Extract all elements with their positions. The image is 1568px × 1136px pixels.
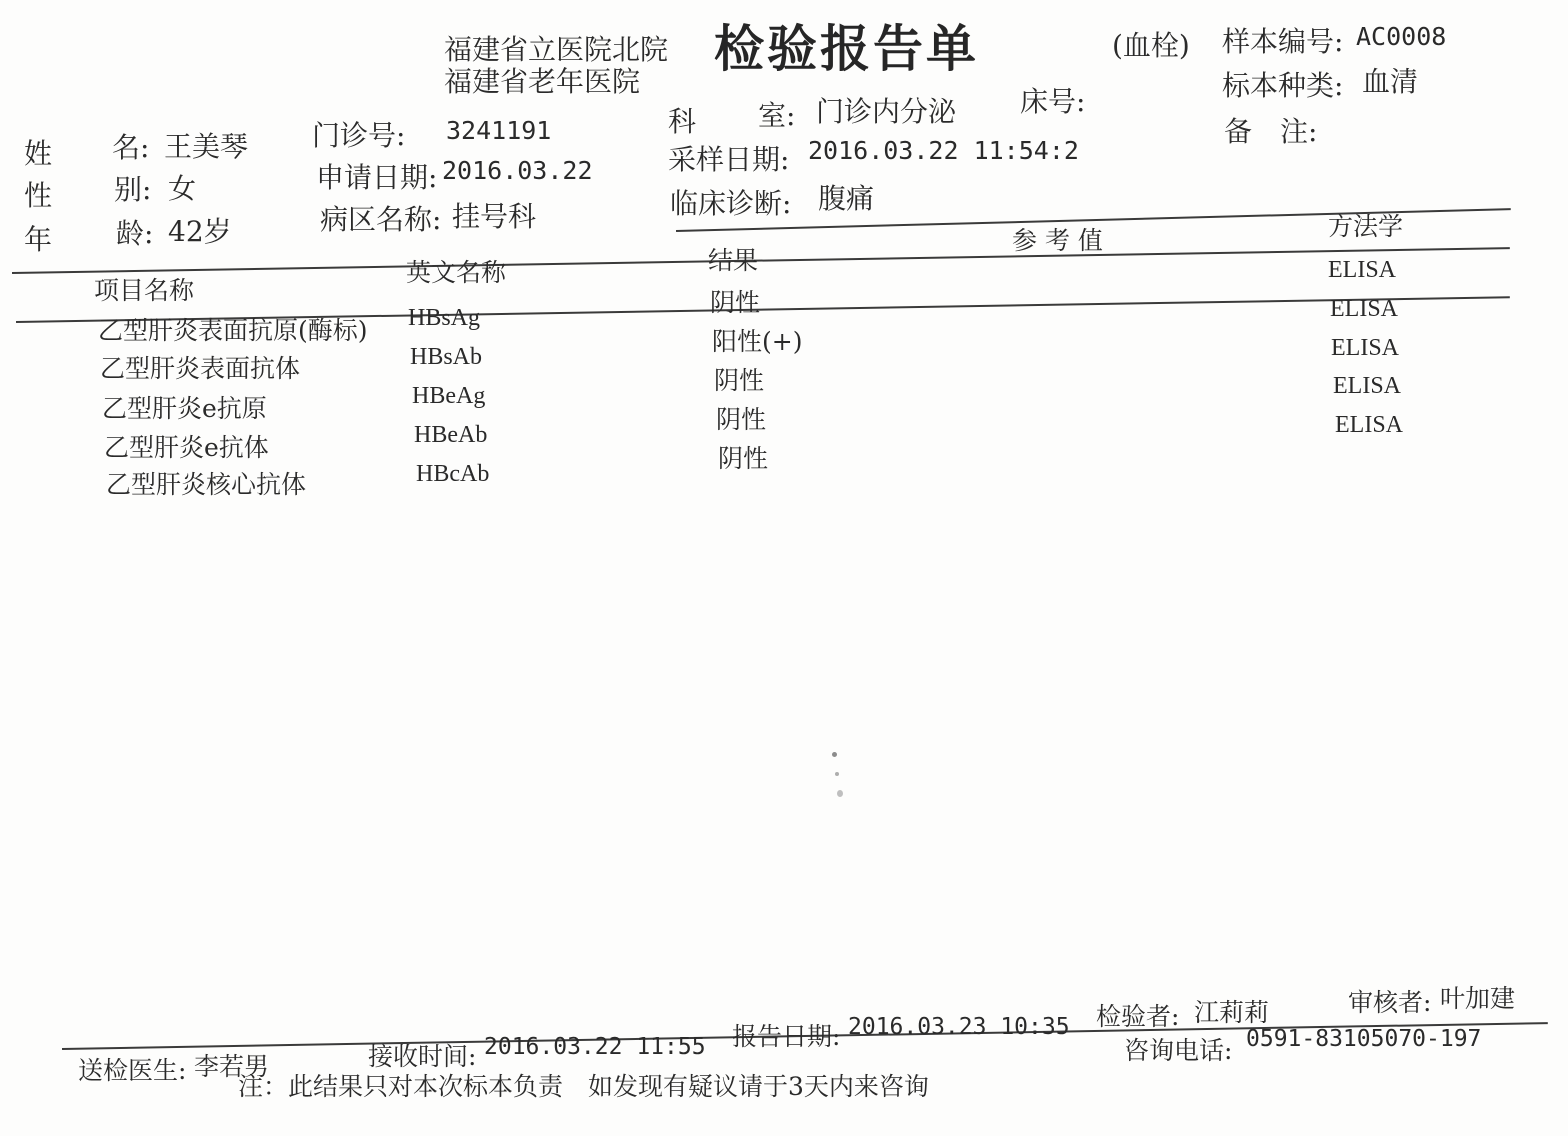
- row-item-name: 乙型肝炎核心抗体: [106, 470, 307, 499]
- bed-label: 床号:: [1020, 85, 1086, 118]
- dept-label-char1: 科: [668, 105, 697, 138]
- paper-smudge: [832, 752, 837, 757]
- apply-date-label: 申请日期:: [316, 161, 438, 194]
- diagnosis-value: 腹痛: [818, 182, 875, 215]
- age-label-char1: 年: [24, 223, 53, 256]
- sample-date: 2016.03.22 11:54:2: [808, 136, 1079, 165]
- header-item-name: 项目名称: [94, 276, 195, 305]
- hospital-name-2: 福建省老年医院: [444, 65, 641, 98]
- tester-name: 江莉莉: [1194, 998, 1270, 1027]
- ward-name: 挂号科: [452, 200, 537, 233]
- row-english-name: HBeAb: [414, 422, 488, 448]
- method-value: ELISA: [1333, 373, 1401, 399]
- ward-label: 病区名称:: [320, 203, 442, 236]
- sample-no: AC0008: [1356, 22, 1447, 51]
- report-date-label: 报告日期:: [732, 1022, 841, 1051]
- row-result: 阴性: [710, 288, 761, 317]
- row-result: 阳性(+): [712, 327, 803, 356]
- patient-name: 王美琴: [164, 130, 249, 163]
- row-english-name: HBsAg: [408, 305, 481, 331]
- header-result: 结果: [708, 246, 759, 275]
- name-label-char2: 名:: [112, 131, 150, 164]
- paper-smudge: [835, 772, 839, 776]
- hospital-name-1: 福建省立医院北院: [444, 33, 669, 66]
- header-english-name: 英文名称: [406, 258, 507, 287]
- patient-age: 42岁: [168, 215, 232, 248]
- sample-date-label: 采样日期:: [668, 143, 790, 176]
- method-value: ELISA: [1330, 296, 1398, 322]
- footer-note: 注：此结果只对本次标本负责 如发现有疑议请于3天内来咨询: [238, 1072, 929, 1101]
- specimen-value: 血清: [1362, 65, 1419, 98]
- row-english-name: HBeAg: [412, 383, 486, 409]
- sample-no-label: 样本编号:: [1222, 25, 1344, 58]
- doctor-name: 李若男: [194, 1052, 270, 1081]
- method-value: ELISA: [1328, 257, 1396, 283]
- sex-label-char2: 别:: [114, 173, 152, 206]
- row-result: 阴性: [716, 405, 767, 434]
- report-title: 检验报告单: [714, 20, 979, 78]
- tester-label: 检验者:: [1096, 1002, 1180, 1031]
- row-result: 阴性: [718, 444, 769, 473]
- phone-label: 咨询电话:: [1124, 1036, 1233, 1065]
- paper-smudge: [837, 790, 843, 797]
- row-english-name: HBsAb: [410, 344, 483, 370]
- sample-type-tag: (血栓): [1112, 29, 1190, 62]
- diagnosis-label: 临床诊断:: [670, 187, 792, 220]
- report-date: 2016.03.23 10:35: [848, 1014, 1070, 1040]
- dept-name: 门诊内分泌: [816, 95, 957, 128]
- row-item-name: 乙型肝炎e抗原: [102, 394, 267, 423]
- doctor-label: 送检医生:: [78, 1056, 187, 1085]
- outpatient-no: 3241191: [446, 116, 552, 145]
- phone-number: 0591-83105070-197: [1246, 1026, 1482, 1052]
- reviewer-name: 叶加建: [1440, 984, 1516, 1013]
- row-item-name: 乙型肝炎表面抗体: [100, 354, 301, 383]
- name-label-char1: 姓: [24, 137, 53, 170]
- row-result: 阴性: [714, 366, 765, 395]
- method-value: ELISA: [1335, 412, 1403, 438]
- outpatient-no-label: 门诊号:: [312, 119, 406, 152]
- row-item-name: 乙型肝炎e抗体: [104, 433, 269, 462]
- receive-time: 2016.03.22 11:55: [484, 1034, 706, 1060]
- age-label-char2: 龄:: [116, 217, 154, 250]
- row-english-name: HBcAb: [416, 461, 490, 487]
- remark-label: 备 注:: [1224, 115, 1318, 148]
- apply-date: 2016.03.22: [442, 156, 593, 185]
- specimen-label: 标本种类:: [1222, 69, 1344, 102]
- dept-label-char2: 室:: [758, 99, 796, 132]
- sex-label-char1: 性: [24, 179, 53, 212]
- header-method: 方法学: [1328, 212, 1404, 241]
- receive-time-label: 接收时间:: [368, 1042, 477, 1071]
- rule-header-top: [12, 247, 1510, 274]
- row-item-name: 乙型肝炎表面抗原(酶标): [98, 316, 368, 345]
- patient-sex: 女: [168, 172, 197, 205]
- header-reference: 参 考 值: [1012, 226, 1103, 255]
- reviewer-label: 审核者:: [1348, 988, 1432, 1017]
- method-value: ELISA: [1331, 335, 1399, 361]
